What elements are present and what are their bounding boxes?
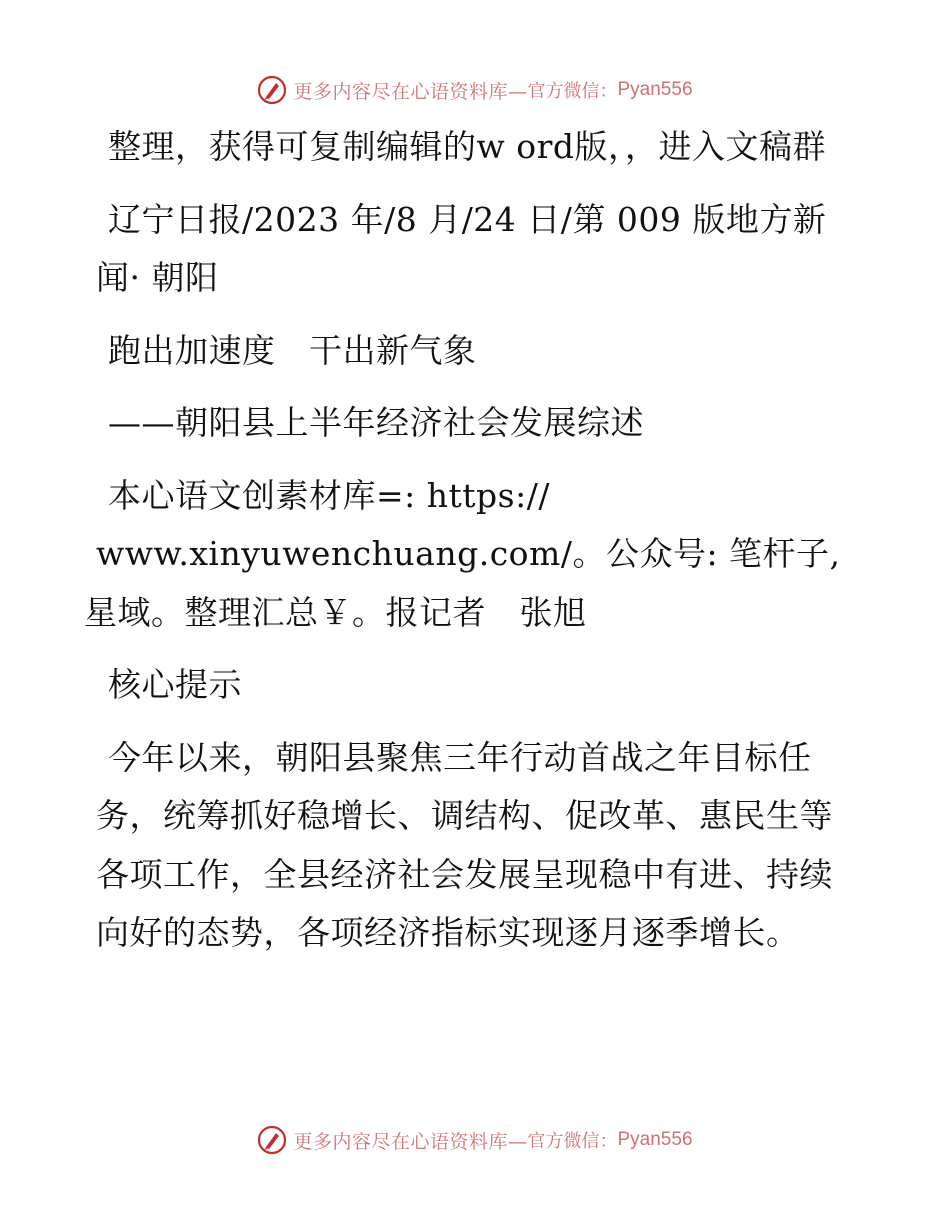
article-title: 跑出加速度 干出新气象 [108,330,477,370]
footer-banner [0,1120,950,1160]
credit-paragraph [84,467,856,643]
summary-paragraph: 今年以来，朝阳县聚焦三年行动首战之年目标任务，统筹抓好稳增长、调结构、促改革、惠民生等各项工作，全县经济社会发展呈现稳中有进、持续向好的态势，各项经济指标实现逐月逐季增长。 [96,737,833,952]
banner-text: 更多内容尽在心语资料库— [293,1130,528,1153]
banner-text: 更多内容尽在心语资料库— [293,80,528,103]
intro-paragraph: 整理，获得可复制编辑的w ord版，，进入文稿群 [108,127,827,166]
pen-nib-logo-icon [257,1125,287,1155]
credit-line-2: www.xinyuwenchuang.com/。公众号: 笔杆子,星域。整理汇总￥。报记者 张旭 [84,534,841,632]
banner-wechat-id: Pyan556 [617,79,693,100]
source-line: 辽宁日报/2023 年/8 月/24 日/第 009 版地方新闻· 朝阳 [96,199,827,297]
pen-nib-logo-icon [257,75,287,105]
credit-line-1: 本心语文创素材库=: https:// [108,475,550,515]
banner-wechat-label: 官方微信： [527,1131,618,1152]
section-heading: 核心提示 [108,665,242,704]
banner-wechat-label: 官方微信： [527,81,618,102]
header-banner [0,70,950,110]
document-body [84,118,856,977]
article-subtitle: ——朝阳县上半年经济社会发展综述 [108,403,644,442]
banner-wechat-id: Pyan556 [617,1129,693,1150]
